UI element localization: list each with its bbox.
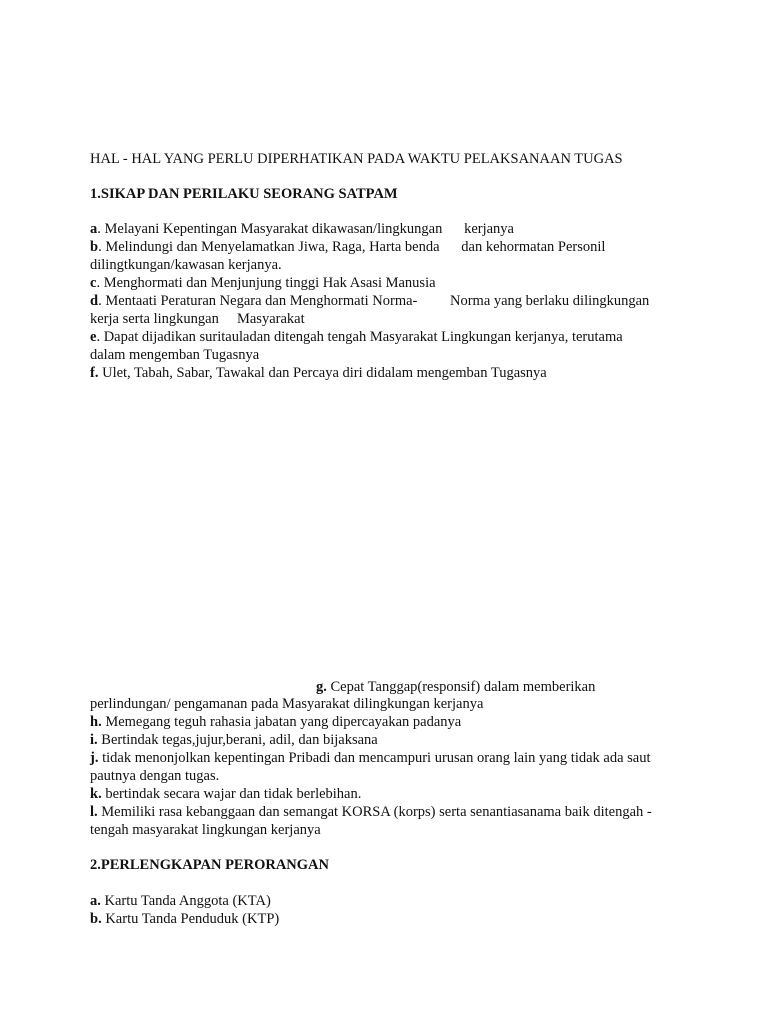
section2-heading: 2.PERLENGKAPAN PERORANGAN: [90, 857, 329, 873]
item-letter: a: [90, 221, 98, 237]
list-item: [90, 220, 514, 238]
list-item: [90, 803, 652, 821]
list-item: [90, 364, 547, 382]
item-text-continued: pautnya dengan tugas.: [90, 768, 220, 784]
item-text-continued: dalam mengemban Tugasnya: [90, 347, 260, 363]
item-letter: a.: [90, 893, 101, 909]
item-letter: k.: [90, 786, 102, 802]
list-item: [90, 749, 651, 767]
item-letter: l.: [90, 804, 98, 820]
item-text: Memiliki rasa kebanggaan dan semangat KORSA (korps) serta senantiasanama baik ditengah -: [97, 804, 652, 820]
item-text: . Mentaati Peraturan Negara dan Menghormati Norma- Norma yang berlaku dilingkungan: [98, 293, 650, 309]
list-item: [90, 731, 378, 749]
item-letter: d: [90, 293, 99, 309]
item-letter: f.: [90, 365, 99, 381]
item-letter: e: [90, 329, 97, 345]
item-text-continued: kerja serta lingkungan Masyarakat: [90, 311, 305, 327]
item-letter: b: [90, 239, 99, 255]
list-item: [90, 910, 279, 928]
item-text: Kartu Tanda Penduduk (KTP): [101, 911, 280, 927]
item-text: . Menghormati dan Menjunjung tinggi Hak Asasi Manusia: [96, 275, 436, 291]
item-text-continued: tengah masyarakat lingkungan kerjanya: [90, 822, 321, 838]
list-item: [90, 292, 649, 310]
item-text: Ulet, Tabah, Sabar, Tawakal dan Percaya diri didalam mengemban Tugasnya: [98, 365, 547, 381]
item-letter: h.: [90, 714, 102, 730]
item-letter: c: [90, 275, 97, 291]
item-letter: j.: [90, 750, 99, 766]
list-item: [90, 238, 605, 256]
list-item: [90, 274, 436, 292]
item-text-continued: dilingtkungan/kawasan kerjanya.: [90, 257, 282, 273]
list-item: [90, 892, 271, 910]
item-letter: g.: [316, 679, 327, 695]
section1-heading: 1.SIKAP DAN PERILAKU SEORANG SATPAM: [90, 186, 398, 202]
list-item: [90, 713, 461, 731]
item-text: Memegang teguh rahasia jabatan yang dipercayakan padanya: [101, 714, 462, 730]
item-text-continued: perlindungan/ pengamanan pada Masyarakat dilingkungan kerjanya: [90, 696, 484, 712]
list-item: [316, 678, 595, 696]
item-text: bertindak secara wajar dan tidak berlebihan.: [101, 786, 362, 802]
list-item: [90, 785, 361, 803]
item-text: Bertindak tegas,jujur,berani, adil, dan bijaksana: [97, 732, 378, 748]
item-letter: b.: [90, 911, 102, 927]
item-text: . Melindungi dan Menyelamatkan Jiwa, Raga, Harta benda dan kehormatan Personil: [98, 239, 606, 255]
item-text: Cepat Tanggap(responsif) dalam memberikan: [326, 679, 596, 695]
item-text: . Melayani Kepentingan Masyarakat dikawasan/lingkungan kerjanya: [97, 221, 514, 237]
item-text: Kartu Tanda Anggota (KTA): [100, 893, 271, 909]
list-item: [90, 328, 623, 346]
item-letter: i.: [90, 732, 98, 748]
item-text: . Dapat dijadikan suritauladan ditengah tengah Masyarakat Lingkungan kerjanya, terutama: [96, 329, 623, 345]
item-text: tidak menonjolkan kepentingan Pribadi dan mencampuri urusan orang lain yang tidak ada saut: [98, 750, 651, 766]
document-title: HAL - HAL YANG PERLU DIPERHATIKAN PADA WAKTU PELAKSANAAN TUGAS: [90, 151, 623, 167]
